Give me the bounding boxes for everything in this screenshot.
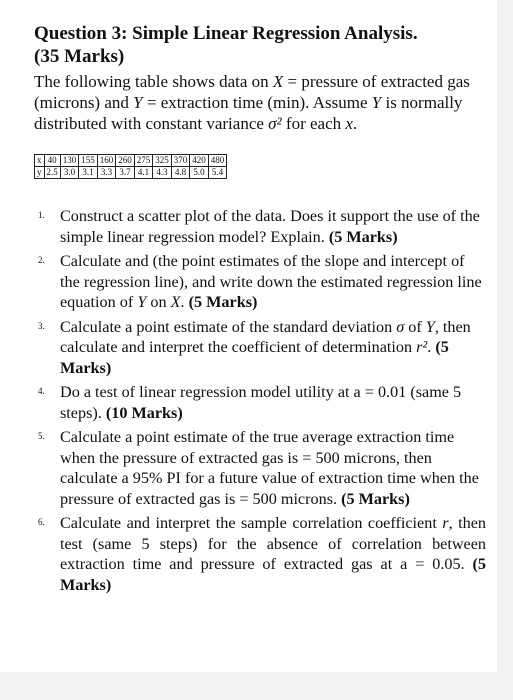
table-cell: 4.3 bbox=[153, 167, 172, 179]
table-cell: 420 bbox=[190, 155, 209, 167]
table-cell: 4.8 bbox=[171, 167, 190, 179]
table-cell: 3.1 bbox=[79, 167, 98, 179]
table-cell: 5.0 bbox=[190, 167, 209, 179]
item-number: 1. bbox=[38, 210, 45, 220]
table-cell: 480 bbox=[208, 155, 227, 167]
table-cell: 155 bbox=[79, 155, 98, 167]
list-item: 1. Construct a scatter plot of the data. Does it support the use of the simple linear regression model? Explain. (5 Marks) bbox=[38, 207, 480, 246]
item-number: 3. bbox=[38, 320, 45, 331]
item-number: 6. bbox=[38, 517, 45, 527]
table-cell: 370 bbox=[171, 155, 190, 167]
table-cell: 3.7 bbox=[116, 167, 135, 179]
list-item: 5. Calculate a point estimate of the true average extraction time when the pressure of extracted gas is = 500 microns, then calculate a 95% PI for a future value of extraction time when the pressure of extracted gas is = 500 microns. (5 Marks) bbox=[38, 428, 479, 508]
list-item: 4. Do a test of linear regression model utility at a = 0.01 (same 5 steps). (10 Marks) bbox=[38, 383, 462, 422]
table-cell: 3.0 bbox=[60, 167, 79, 179]
question-list bbox=[34, 206, 486, 595]
question-title: Question 3: Simple Linear Regression Analysis. (35 Marks) bbox=[34, 23, 418, 67]
list-item: 3. Calculate a point estimate of the standard deviation σ of Y, then calculate and interpret the coefficient of determination r². (5 Marks) bbox=[38, 317, 471, 377]
list-item: 6. Calculate and interpret the sample correlation coefficient r, then test (same 5 steps) for the absence of correlation between extraction time and pressure of extracted gas at a = 0.05. (5 Marks) bbox=[38, 514, 487, 594]
question-content bbox=[34, 22, 486, 599]
table-cell: 325 bbox=[153, 155, 172, 167]
table-row-y bbox=[35, 167, 227, 179]
item-number: 4. bbox=[38, 386, 45, 396]
table-cell: 160 bbox=[97, 155, 116, 167]
table-cell: 275 bbox=[134, 155, 153, 167]
item-number: 2. bbox=[38, 255, 45, 265]
question-intro: The following table shows data on X = pressure of extracted gas (microns) and Y = extraction time (min). Assume Y is normally distributed with constant variance σ² for each x. bbox=[34, 72, 470, 133]
table-cell: x bbox=[35, 155, 45, 167]
data-table-wrapper bbox=[34, 154, 486, 179]
table-row-x bbox=[35, 155, 227, 167]
table-cell: 260 bbox=[116, 155, 135, 167]
table-cell: y bbox=[35, 167, 45, 179]
table-cell: 5.4 bbox=[208, 167, 227, 179]
data-table bbox=[34, 154, 227, 179]
table-cell: 130 bbox=[60, 155, 79, 167]
table-cell: 3.3 bbox=[97, 167, 116, 179]
list-item: 2. Calculate and (the point estimates of the slope and intercept of the regression line), and write down the estimated regression line equation of Y on X. (5 Marks) bbox=[38, 252, 482, 311]
table-cell: 2.5 bbox=[44, 167, 60, 179]
table-cell: 4.1 bbox=[134, 167, 153, 179]
item-number: 5. bbox=[38, 431, 45, 441]
table-cell: 40 bbox=[44, 155, 60, 167]
